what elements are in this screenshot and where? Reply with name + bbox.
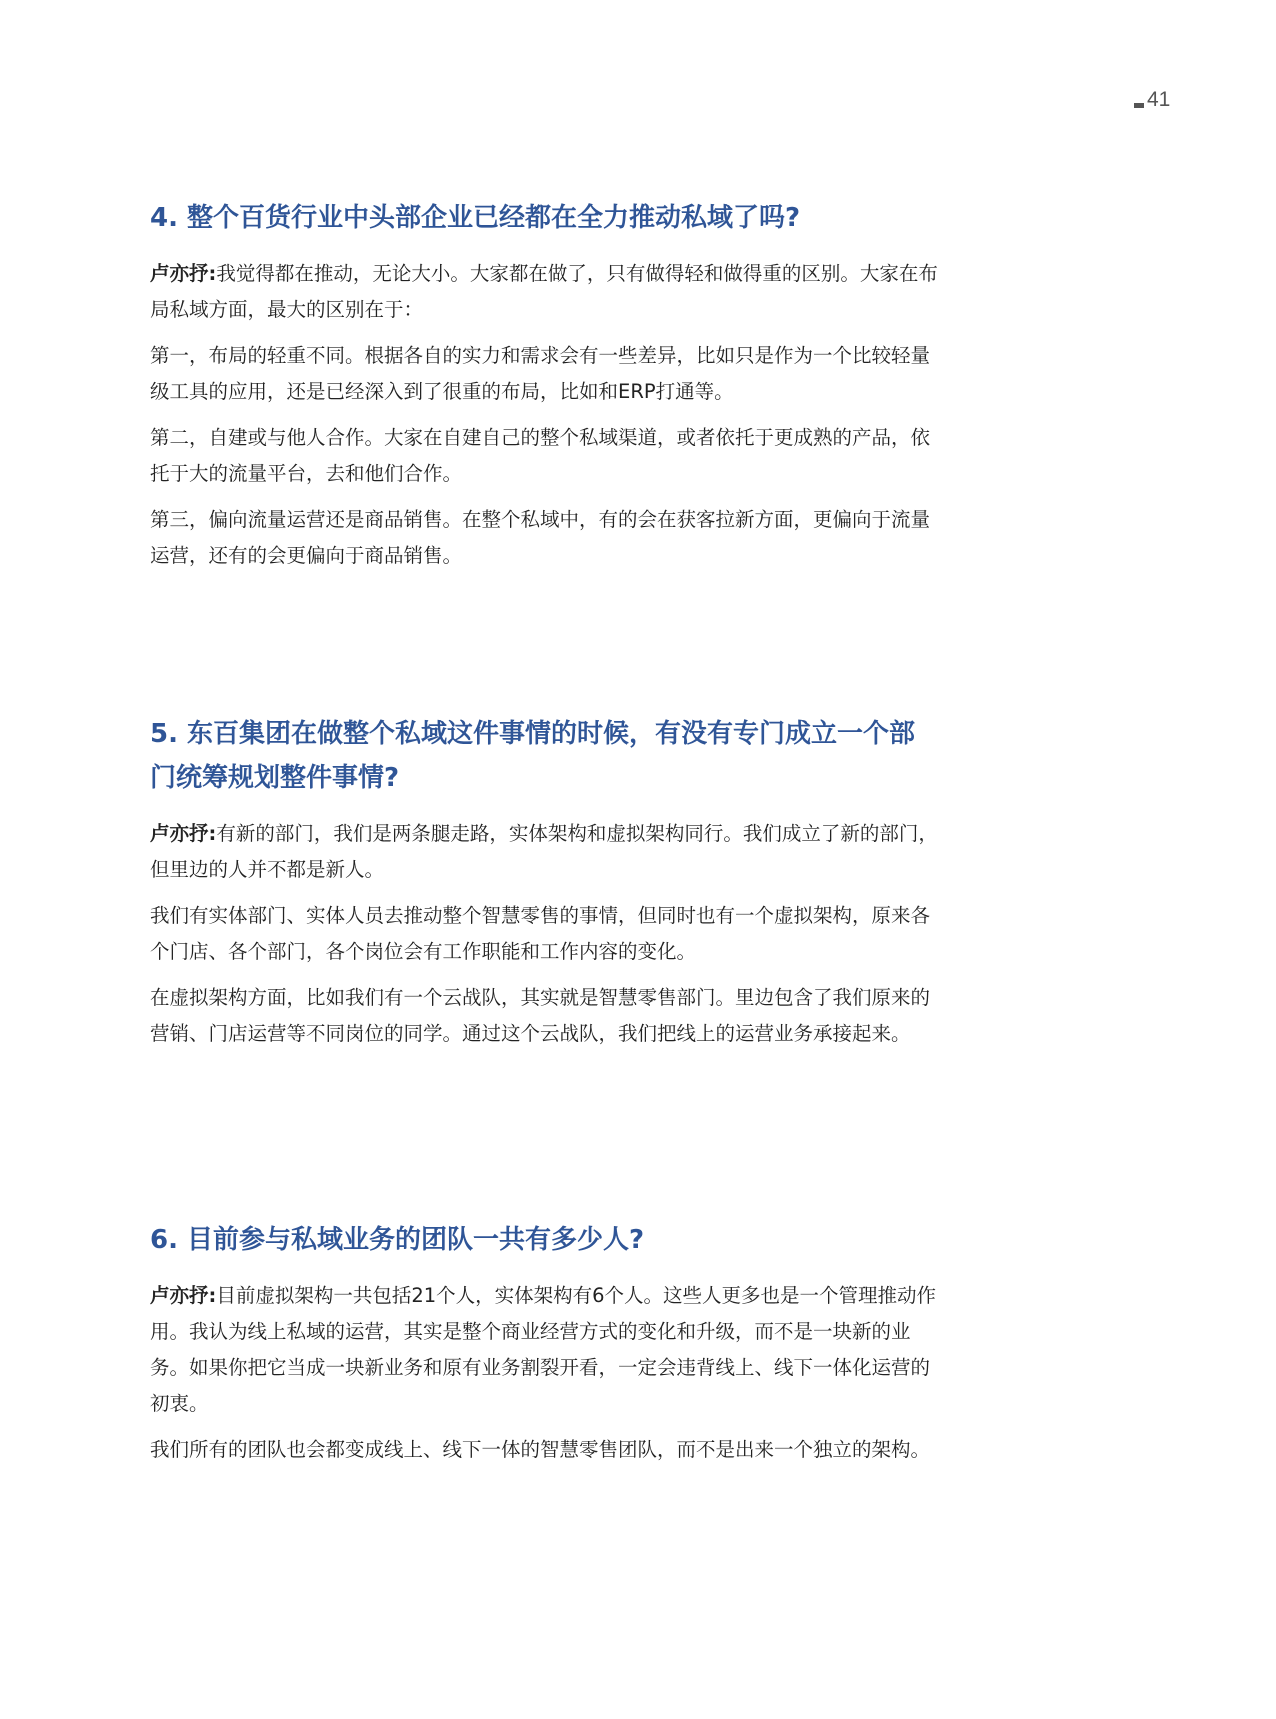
speaker-label: 卢亦抒: xyxy=(150,262,217,285)
answer-paragraph xyxy=(150,816,940,888)
speaker-label: 卢亦抒: xyxy=(150,1284,217,1307)
body-paragraph: 第三，偏向流量运营还是商品销售。在整个私域中，有的会在获客拉新方面，更偏向于流量运营，还有的会更偏向于商品销售。 xyxy=(150,508,931,567)
speaker-label: 卢亦抒: xyxy=(150,822,217,845)
section-q4 xyxy=(150,196,940,584)
page-number-mark xyxy=(1134,103,1144,108)
answer-text: 我觉得都在推动，无论大小。大家都在做了，只有做得轻和做得重的区别。大家在布局私域方面，最大的区别在于： xyxy=(150,262,938,321)
answer-paragraph xyxy=(150,1278,940,1422)
section-title: 6. 目前参与私域业务的团队一共有多少人? xyxy=(150,1225,645,1255)
page-number-text: 41 xyxy=(1147,88,1171,111)
section-title: 4. 整个百货行业中头部企业已经都在全力推动私域了吗? xyxy=(150,203,801,233)
body-paragraph: 我们有实体部门、实体人员去推动整个智慧零售的事情，但同时也有一个虚拟架构，原来各个门店、各个部门，各个岗位会有工作职能和工作内容的变化。 xyxy=(150,904,931,963)
section-q5 xyxy=(150,712,940,1062)
answer-text: 目前虚拟架构一共包括21个人，实体架构有6个人。这些人更多也是一个管理推动作用。我认为线上私域的运营，其实是整个商业经营方式的变化和升级，而不是一块新的业务。如果你把它当成一块新业务和原有业务割裂开看，一定会违背线上、线下一体化运营的初衷。 xyxy=(150,1284,937,1415)
body-paragraph: 第一，布局的轻重不同。根据各自的实力和需求会有一些差异，比如只是作为一个比较轻量级工具的应用，还是已经深入到了很重的布局，比如和ERP打通等。 xyxy=(150,344,931,403)
body-paragraph: 在虚拟架构方面，比如我们有一个云战队，其实就是智慧零售部门。里边包含了我们原来的营销、门店运营等不同岗位的同学。通过这个云战队，我们把线上的运营业务承接起来。 xyxy=(150,986,931,1045)
answer-paragraph xyxy=(150,256,940,328)
page-number xyxy=(1134,88,1170,112)
section-q6 xyxy=(150,1218,940,1478)
section-title: 5. 东百集团在做整个私域这件事情的时候，有没有专门成立一个部门统筹规划整件事情? xyxy=(150,719,916,793)
body-paragraph: 我们所有的团队也会都变成线上、线下一体的智慧零售团队，而不是出来一个独立的架构。 xyxy=(150,1438,931,1461)
answer-text: 有新的部门，我们是两条腿走路，实体架构和虚拟架构同行。我们成立了新的部门，但里边的人并不都是新人。 xyxy=(150,822,938,881)
body-paragraph: 第二，自建或与他人合作。大家在自建自己的整个私域渠道，或者依托于更成熟的产品，依托于大的流量平台，去和他们合作。 xyxy=(150,426,931,485)
